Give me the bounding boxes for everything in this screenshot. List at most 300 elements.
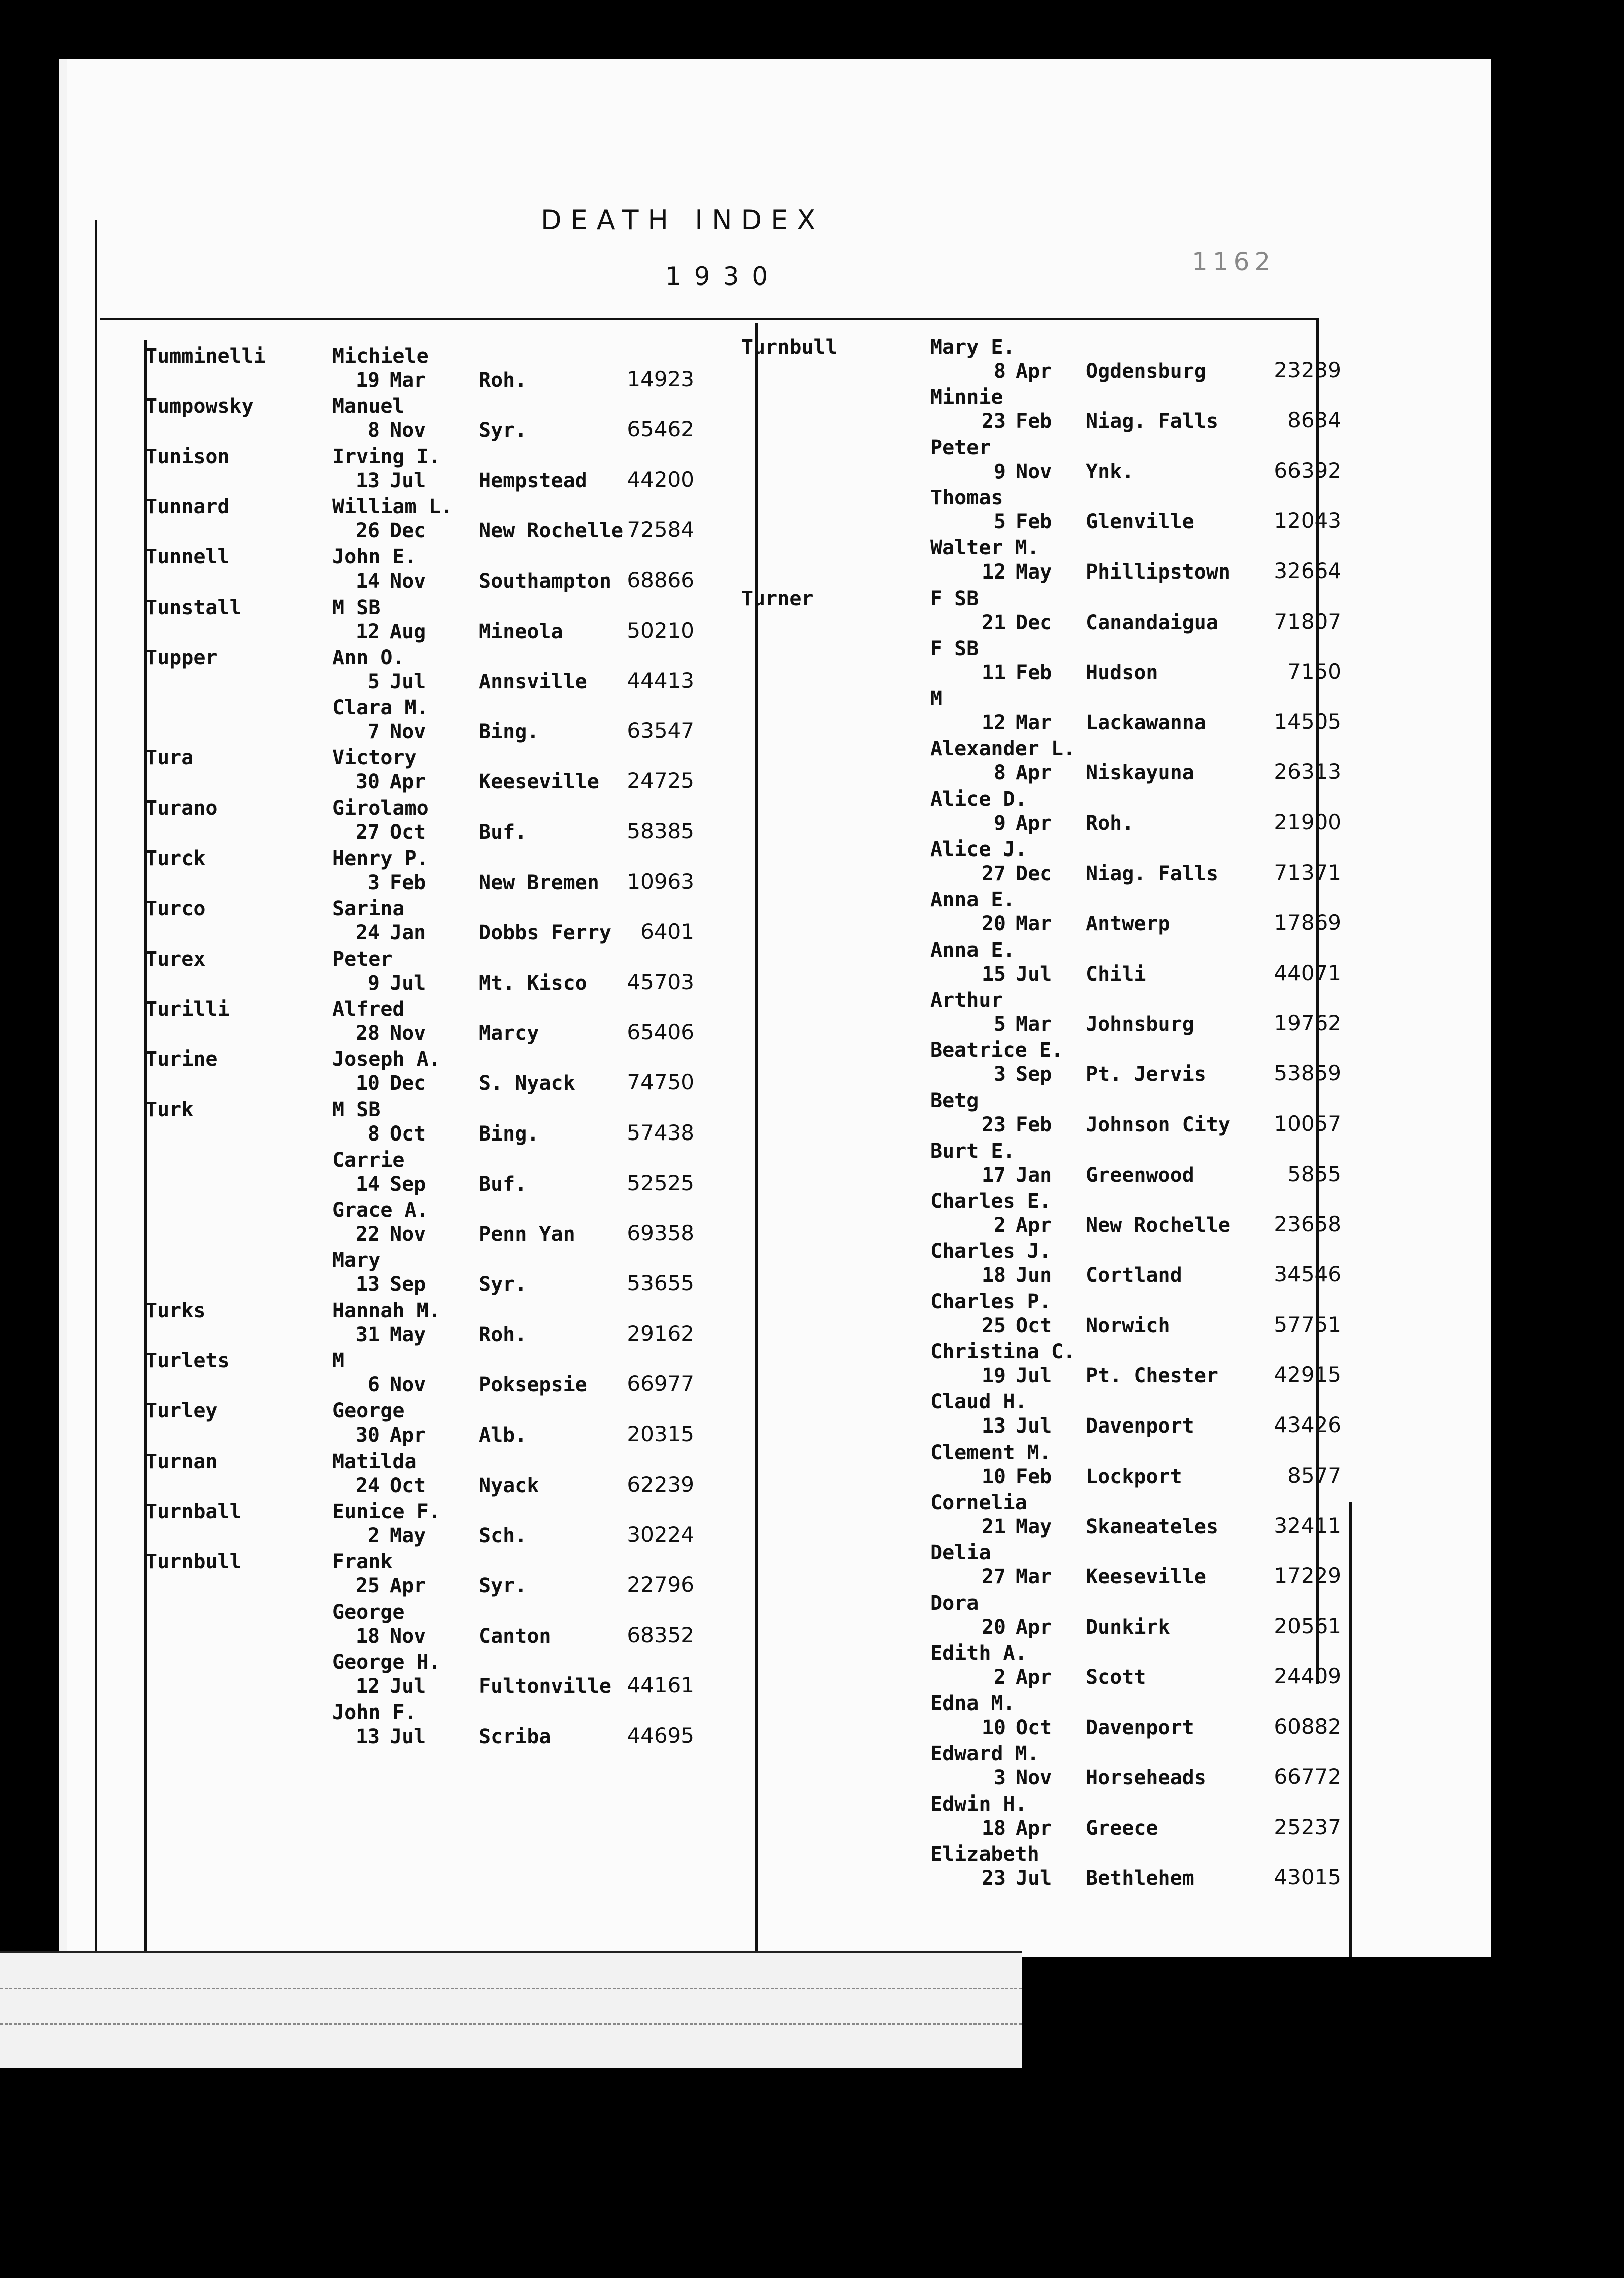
right-edge-rule: [1349, 1502, 1352, 1957]
given-name: Peter: [930, 436, 991, 459]
certificate-number: 30224: [627, 1522, 694, 1547]
certificate-number: 21900: [1274, 809, 1341, 834]
death-day: 21: [981, 611, 1006, 634]
death-month: Mar: [1016, 912, 1052, 936]
death-month: Jul: [1016, 1414, 1052, 1438]
death-month: Jun: [1016, 1264, 1052, 1287]
death-place: Hudson: [1086, 661, 1158, 684]
given-name: Edith A.: [930, 1641, 1027, 1665]
certificate-number: 8577: [1287, 1463, 1341, 1488]
death-place: Skaneateles: [1086, 1515, 1218, 1538]
death-month: Apr: [1016, 360, 1052, 383]
death-day: 3: [367, 871, 380, 894]
left-column-rule: [144, 340, 147, 1957]
given-name: Edna M.: [930, 1692, 1015, 1716]
death-place: Phillipstown: [1086, 560, 1230, 584]
given-name: Beatrice E.: [930, 1039, 1063, 1062]
surname: Turlets: [145, 1349, 230, 1372]
death-day: 26: [355, 519, 380, 542]
death-day: 22: [355, 1223, 380, 1246]
surname: Turano: [145, 796, 218, 820]
death-place: Syr.: [479, 419, 527, 442]
death-month: Oct: [1016, 1716, 1052, 1740]
certificate-number: 5855: [1287, 1161, 1341, 1186]
surname: Turk: [145, 1098, 194, 1121]
certificate-number: 20315: [627, 1421, 694, 1447]
surname: Tumpowsky: [145, 395, 254, 418]
death-place: Davenport: [1086, 1414, 1194, 1438]
surname: Turnbull: [741, 336, 838, 359]
given-name: John E.: [332, 545, 417, 569]
death-place: Davenport: [1086, 1716, 1194, 1740]
death-place: Glenville: [1086, 510, 1194, 533]
given-name: Mary: [332, 1249, 381, 1272]
given-name: M SB: [332, 1098, 381, 1121]
death-month: Mar: [1016, 1565, 1052, 1589]
death-month: Apr: [1016, 1615, 1052, 1639]
death-day: 31: [355, 1323, 380, 1346]
certificate-number: 44161: [627, 1672, 694, 1697]
surname: Turnbull: [145, 1550, 242, 1574]
death-place: Alb.: [479, 1423, 527, 1447]
surname: Tunnell: [145, 545, 230, 569]
certificate-number: 53859: [1274, 1061, 1341, 1086]
death-place: Lockport: [1086, 1465, 1182, 1488]
death-day: 5: [993, 1012, 1006, 1036]
surname: Turks: [145, 1299, 206, 1322]
death-month: May: [1016, 560, 1052, 584]
death-place: Syr.: [479, 1574, 527, 1598]
given-name: Minnie: [930, 386, 1003, 409]
death-month: Jul: [1016, 1867, 1052, 1890]
certificate-number: 50210: [627, 618, 694, 643]
given-name: Victory: [332, 746, 417, 770]
death-place: Cortland: [1086, 1264, 1182, 1287]
death-month: Jul: [390, 971, 426, 995]
death-month: Jul: [1016, 1364, 1052, 1387]
death-month: Nov: [1016, 460, 1052, 483]
given-name: Joseph A.: [332, 1048, 441, 1071]
given-name: Cornelia: [930, 1491, 1027, 1514]
certificate-number: 68866: [627, 567, 694, 593]
certificate-number: 65406: [627, 1019, 694, 1044]
given-name: M: [332, 1349, 345, 1372]
death-place: Roh.: [1086, 811, 1134, 835]
death-day: 30: [355, 770, 380, 794]
given-name: Charles P.: [930, 1290, 1051, 1313]
certificate-number: 7150: [1287, 659, 1341, 684]
death-place: Roh.: [479, 369, 527, 392]
death-place: Dunkirk: [1086, 1615, 1170, 1639]
given-name: Irving I.: [332, 445, 441, 468]
death-day: 20: [981, 1615, 1006, 1639]
death-month: Nov: [390, 1373, 426, 1396]
given-name: Henry P.: [332, 847, 429, 870]
given-name: Edward M.: [930, 1742, 1039, 1766]
given-name: Charles E.: [930, 1190, 1051, 1213]
death-day: 24: [355, 921, 380, 945]
death-day: 20: [981, 912, 1006, 936]
death-month: Jan: [390, 921, 426, 945]
death-place: Buf.: [479, 1172, 527, 1196]
death-month: Apr: [1016, 1214, 1052, 1237]
death-place: Horseheads: [1086, 1766, 1206, 1790]
certificate-number: 44413: [627, 668, 694, 693]
given-name: John F.: [332, 1701, 417, 1725]
given-name: Burt E.: [930, 1139, 1015, 1163]
death-day: 8: [367, 419, 380, 442]
death-month: May: [1016, 1515, 1052, 1538]
surname: Tupper: [145, 646, 218, 669]
surname: Turck: [145, 847, 206, 870]
certificate-number: 22796: [627, 1572, 694, 1597]
death-day: 24: [355, 1474, 380, 1497]
death-month: Sep: [390, 1273, 426, 1296]
death-day: 9: [993, 460, 1006, 483]
death-place: Scott: [1086, 1665, 1146, 1689]
death-month: Nov: [390, 1223, 426, 1246]
death-day: 2: [367, 1524, 380, 1547]
certificate-number: 17229: [1274, 1563, 1341, 1588]
given-name: George: [332, 1600, 405, 1624]
certificate-number: 19762: [1274, 1010, 1341, 1035]
certificate-number: 71371: [1274, 860, 1341, 885]
certificate-number: 57751: [1274, 1312, 1341, 1337]
given-name: F SB: [930, 637, 979, 660]
death-month: Nov: [390, 720, 426, 744]
certificate-number: 20561: [1274, 1613, 1341, 1638]
death-place: Roh.: [479, 1323, 527, 1346]
certificate-number: 68352: [627, 1622, 694, 1647]
given-name: William L.: [332, 495, 453, 518]
given-name: M SB: [332, 596, 381, 619]
certificate-number: 14923: [627, 367, 694, 391]
death-place: Ynk.: [1086, 460, 1134, 483]
surname: Tunstall: [145, 596, 242, 619]
given-name: Elizabeth: [930, 1843, 1039, 1866]
given-name: Girolamo: [332, 796, 429, 820]
certificate-number: 25237: [1274, 1814, 1341, 1839]
death-day: 11: [981, 661, 1006, 684]
death-day: 10: [355, 1072, 380, 1095]
death-place: Pt. Chester: [1086, 1364, 1218, 1387]
certificate-number: 71807: [1274, 609, 1341, 634]
death-day: 13: [981, 1414, 1006, 1438]
death-day: 10: [981, 1716, 1006, 1740]
surname: Turnan: [145, 1450, 218, 1473]
certificate-number: 74750: [627, 1070, 694, 1095]
given-name: Claud H.: [930, 1390, 1027, 1414]
death-month: Apr: [390, 1423, 426, 1447]
given-name: Thomas: [930, 486, 1003, 509]
surname: Turine: [145, 1048, 218, 1071]
death-place: Chili: [1086, 962, 1146, 986]
given-name: Alice D.: [930, 787, 1027, 811]
death-place: Buf.: [479, 820, 527, 844]
death-month: Oct: [1016, 1314, 1052, 1337]
given-name: Dora: [930, 1591, 979, 1615]
certificate-number: 23658: [1274, 1212, 1341, 1237]
death-day: 3: [993, 1063, 1006, 1086]
death-month: Nov: [390, 1624, 426, 1648]
death-place: Canandaigua: [1086, 611, 1218, 634]
given-name: George H.: [332, 1650, 441, 1674]
death-day: 18: [981, 1264, 1006, 1287]
death-day: 7: [367, 720, 380, 744]
death-day: 27: [355, 820, 380, 844]
given-name: Frank: [332, 1550, 393, 1574]
death-month: Feb: [390, 871, 426, 894]
given-name: Alice J.: [930, 838, 1027, 861]
death-day: 12: [981, 560, 1006, 584]
certificate-number: 12043: [1274, 508, 1341, 533]
death-day: 21: [981, 1515, 1006, 1538]
given-name: Sarina: [332, 897, 405, 921]
surname: Tunison: [145, 445, 230, 468]
death-day: 14: [355, 570, 380, 593]
death-month: Apr: [1016, 1665, 1052, 1689]
given-name: M: [930, 687, 943, 711]
death-day: 23: [981, 1113, 1006, 1136]
death-day: 10: [981, 1465, 1006, 1488]
death-month: Jul: [390, 1674, 426, 1698]
given-name: Betg: [930, 1089, 979, 1112]
death-place: Fultonville: [479, 1674, 611, 1698]
given-name: Anna E.: [930, 938, 1015, 962]
death-day: 13: [355, 1273, 380, 1296]
death-place: Canton: [479, 1624, 551, 1648]
certificate-number: 26313: [1274, 759, 1341, 784]
death-place: S. Nyack: [479, 1072, 575, 1095]
certificate-number: 10963: [627, 869, 694, 894]
death-month: Apr: [390, 1574, 426, 1598]
certificate-number: 23239: [1274, 358, 1341, 382]
given-name: Manuel: [332, 395, 405, 418]
death-place: Johnsburg: [1086, 1012, 1194, 1036]
death-month: Jul: [1016, 962, 1052, 986]
death-month: Dec: [390, 519, 426, 542]
death-month: Nov: [390, 570, 426, 593]
death-place: Poksepsie: [479, 1373, 587, 1396]
certificate-number: 72584: [627, 517, 694, 542]
death-place: Johnson City: [1086, 1113, 1230, 1136]
surname: Turner: [741, 587, 814, 610]
death-day: 27: [981, 862, 1006, 885]
certificate-number: 52525: [627, 1170, 694, 1195]
certificate-number: 44200: [627, 467, 694, 492]
death-month: Feb: [1016, 1113, 1052, 1136]
death-place: Greenwood: [1086, 1163, 1194, 1187]
death-place: Nyack: [479, 1474, 539, 1497]
given-name: Eunice F.: [332, 1500, 441, 1523]
given-name: Edwin H.: [930, 1792, 1027, 1816]
page-left-edge: [59, 59, 67, 2010]
death-place: Norwich: [1086, 1314, 1170, 1337]
death-place: New Rochelle: [1086, 1214, 1230, 1237]
death-month: Apr: [1016, 811, 1052, 835]
death-place: Dobbs Ferry: [479, 921, 611, 945]
death-place: Syr.: [479, 1273, 527, 1296]
surname: Turilli: [145, 997, 230, 1021]
death-month: Nov: [1016, 1766, 1052, 1790]
death-month: Dec: [390, 1072, 426, 1095]
death-month: Apr: [1016, 761, 1052, 785]
death-day: 9: [367, 971, 380, 995]
death-day: 9: [993, 811, 1006, 835]
death-day: 5: [367, 670, 380, 693]
surname: Tunnard: [145, 495, 230, 518]
certificate-number: 58385: [627, 818, 694, 843]
certificate-number: 60882: [1274, 1714, 1341, 1739]
death-day: 13: [355, 469, 380, 492]
death-month: Sep: [1016, 1063, 1052, 1086]
certificate-number: 24409: [1274, 1663, 1341, 1688]
certificate-number: 10057: [1274, 1111, 1341, 1136]
death-day: 8: [367, 1122, 380, 1146]
death-place: Southampton: [479, 570, 611, 593]
death-month: Jan: [1016, 1163, 1052, 1187]
given-name: Anna E.: [930, 888, 1015, 912]
death-day: 12: [981, 711, 1006, 735]
death-day: 2: [993, 1665, 1006, 1689]
death-month: Nov: [390, 1021, 426, 1045]
given-name: Delia: [930, 1541, 991, 1565]
center-column-rule: [755, 323, 758, 1957]
certificate-number: 42915: [1274, 1362, 1341, 1387]
certificate-number: 8634: [1287, 408, 1341, 433]
surname: Turnball: [145, 1500, 242, 1523]
death-day: 6: [367, 1373, 380, 1396]
given-name: Carrie: [332, 1148, 405, 1172]
death-day: 17: [981, 1163, 1006, 1187]
death-day: 18: [981, 1816, 1006, 1840]
certificate-number: 29162: [627, 1321, 694, 1346]
given-name: Christina C.: [930, 1340, 1075, 1363]
death-day: 2: [993, 1214, 1006, 1237]
given-name: Grace A.: [332, 1199, 429, 1222]
certificate-number: 69358: [627, 1221, 694, 1246]
death-place: Mt. Kisco: [479, 971, 587, 995]
given-name: F SB: [930, 587, 979, 610]
death-month: Apr: [1016, 1816, 1052, 1840]
death-place: Bethlehem: [1086, 1867, 1194, 1890]
death-place: Antwerp: [1086, 912, 1170, 936]
death-day: 19: [981, 1364, 1006, 1387]
certificate-number: 63547: [627, 718, 694, 743]
certificate-number: 45703: [627, 969, 694, 994]
page-number: 1162: [1192, 247, 1276, 276]
surname: Tura: [145, 746, 194, 770]
death-place: Marcy: [479, 1021, 539, 1045]
death-month: Mar: [1016, 1012, 1052, 1036]
given-name: Alfred: [332, 997, 405, 1021]
death-day: 8: [993, 360, 1006, 383]
death-place: Scriba: [479, 1725, 551, 1749]
death-day: 13: [355, 1725, 380, 1749]
given-name: Mary E.: [930, 336, 1015, 359]
surname: Turco: [145, 897, 206, 921]
given-name: Peter: [332, 947, 393, 971]
death-place: Keeseville: [1086, 1565, 1206, 1589]
certificate-number: 43015: [1274, 1865, 1341, 1889]
death-day: 14: [355, 1172, 380, 1196]
death-place: Annsville: [479, 670, 587, 693]
death-month: Feb: [1016, 661, 1052, 684]
death-month: Oct: [390, 1122, 426, 1146]
given-name: Arthur: [930, 988, 1003, 1012]
certificate-number: 32411: [1274, 1513, 1341, 1538]
death-month: Aug: [390, 620, 426, 643]
death-month: Dec: [1016, 862, 1052, 885]
death-day: 25: [355, 1574, 380, 1598]
death-month: May: [390, 1524, 426, 1547]
death-place: Bing.: [479, 720, 539, 744]
death-place: Niskayuna: [1086, 761, 1194, 785]
film-strip: [0, 1951, 1022, 2068]
death-place: Sch.: [479, 1524, 527, 1547]
certificate-number: 44695: [627, 1723, 694, 1748]
certificate-number: 32664: [1274, 558, 1341, 584]
given-name: Michiele: [332, 345, 429, 368]
death-month: Apr: [390, 770, 426, 794]
death-day: 27: [981, 1565, 1006, 1589]
certificate-number: 53655: [627, 1271, 694, 1296]
certificate-number: 6401: [640, 919, 694, 944]
certificate-number: 24725: [627, 768, 694, 793]
certificate-number: 66977: [627, 1371, 694, 1396]
death-month: Oct: [390, 1474, 426, 1497]
death-day: 8: [993, 761, 1006, 785]
death-day: 28: [355, 1021, 380, 1045]
surname: Tumminelli: [145, 345, 266, 368]
death-month: Dec: [1016, 611, 1052, 634]
death-day: 30: [355, 1423, 380, 1447]
death-month: May: [390, 1323, 426, 1346]
certificate-number: 66392: [1274, 458, 1341, 483]
death-place: Keeseville: [479, 770, 599, 794]
death-place: Niag. Falls: [1086, 862, 1218, 885]
death-place: Pt. Jervis: [1086, 1063, 1206, 1086]
death-month: Jul: [390, 469, 426, 492]
given-name: Clement M.: [930, 1441, 1051, 1464]
certificate-number: 62239: [627, 1472, 694, 1497]
given-name: Clara M.: [332, 696, 429, 720]
death-place: New Rochelle: [479, 519, 623, 542]
certificate-number: 34546: [1274, 1262, 1341, 1287]
death-place: Greece: [1086, 1816, 1158, 1840]
given-name: Alexander L.: [930, 737, 1075, 761]
death-day: 23: [981, 410, 1006, 433]
certificate-number: 17869: [1274, 910, 1341, 935]
death-month: Feb: [1016, 1465, 1052, 1488]
header-rule: [100, 318, 1317, 320]
certificate-number: 14505: [1274, 709, 1341, 734]
given-name: Ann O.: [332, 646, 405, 669]
death-day: 3: [993, 1766, 1006, 1790]
death-place: Mineola: [479, 620, 563, 643]
surname: Turex: [145, 947, 206, 971]
index-year: 1930: [665, 262, 781, 291]
given-name: Walter M.: [930, 536, 1039, 560]
death-place: Niag. Falls: [1086, 410, 1218, 433]
certificate-number: 57438: [627, 1120, 694, 1145]
death-month: Jul: [390, 670, 426, 693]
given-name: George: [332, 1399, 405, 1423]
certificate-number: 66772: [1274, 1764, 1341, 1789]
page-title: DEATH INDEX: [541, 204, 825, 236]
death-place: Hempstead: [479, 469, 587, 492]
death-place: Bing.: [479, 1122, 539, 1146]
